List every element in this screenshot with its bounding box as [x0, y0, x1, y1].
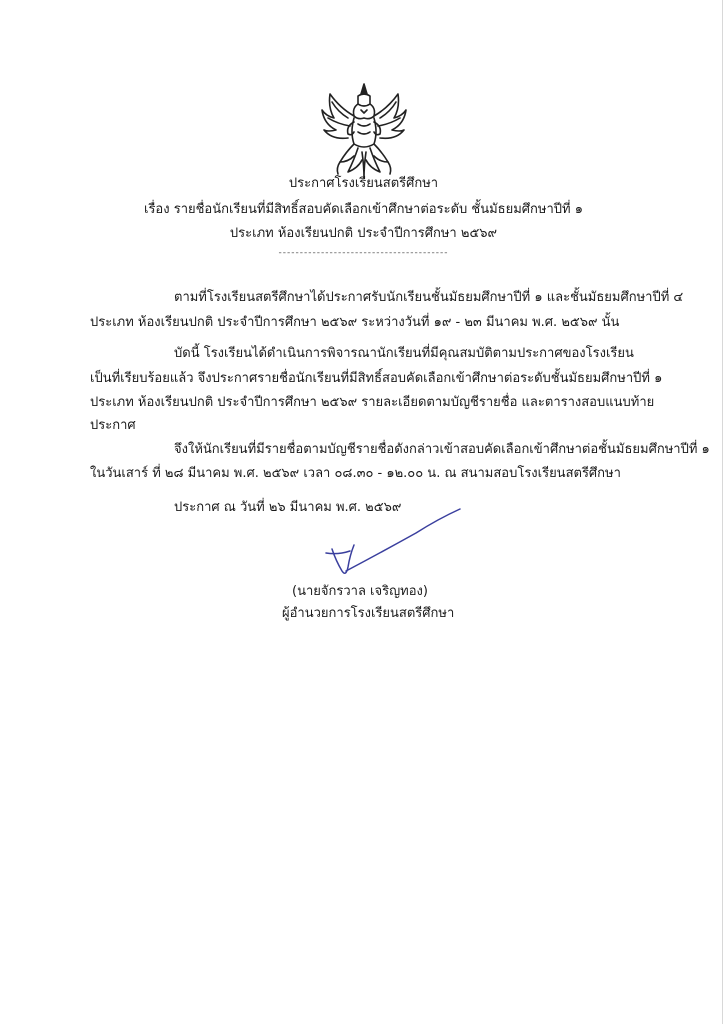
scan-edge-line: [722, 0, 723, 1024]
paragraph1-line1: ตามที่โรงเรียนสตรีศึกษาได้ประกาศรับนักเรียนชั้นมัธยมศึกษาปีที่ ๑ และชั้นมัธยมศึกษาปีที่ ๔: [174, 290, 684, 305]
paragraph2-line3: ประเภท ห้องเรียนปกติ ประจำปีการศึกษา ๒๕๖๙ รายละเอียดตามบัญชีรายชื่อ และตารางสอบแนบท้าย: [90, 395, 655, 410]
signer-name: (นายจักรวาล เจริญทอง): [292, 584, 428, 599]
paragraph2-line2: เป็นที่เรียบร้อยแล้ว จึงประกาศรายชื่อนักเรียนที่มีสิทธิ์สอบคัดเลือกเข้าศึกษาต่อระดับชั้นมัธยมศึกษาปีที่ ๑: [90, 371, 663, 386]
paragraph2-line4: ประกาศ: [90, 418, 136, 433]
announce-date: ประกาศ ณ วันที่ ๒๖ มีนาคม พ.ศ. ๒๕๖๙: [174, 500, 402, 515]
paragraph3-line1: จึงให้นักเรียนที่มีรายชื่อตามบัญชีรายชื่อดังกล่าวเข้าสอบคัดเลือกเข้าศึกษาต่อชั้นมัธยมศึกษาปีที่ ๑: [174, 442, 710, 457]
garuda-emblem-icon: [318, 82, 410, 180]
signer-position: ผู้อำนวยการโรงเรียนสตรีศึกษา: [282, 606, 455, 621]
type-line: ประเภท ห้องเรียนปกติ ประจำปีการศึกษา ๒๕๖๙: [229, 226, 498, 241]
paragraph3-line2: ในวันเสาร์ ที่ ๒๘ มีนาคม พ.ศ. ๒๕๖๙ เวลา ๐๘.๓๐ - ๑๒.๐๐ น. ณ สนามสอบโรงเรียนสตรีศึกษา: [90, 466, 621, 481]
signature-mark: [320, 505, 470, 583]
subject-line: เรื่อง รายชื่อนักเรียนที่มีสิทธิ์สอบคัดเลือกเข้าศึกษาต่อระดับ ชั้นมัธยมศึกษาปีที่ ๑: [144, 202, 583, 217]
paragraph1-line2: ประเภท ห้องเรียนปกติ ประจำปีการศึกษา ๒๕๖๙ ระหว่างวันที่ ๑๙ - ๒๓ มีนาคม พ.ศ. ๒๕๖๙ นั้น: [90, 315, 620, 330]
separator-line: ----------------------------------------: [278, 248, 449, 258]
announcement-title: ประกาศโรงเรียนสตรีศึกษา: [288, 176, 439, 191]
paragraph2-line1: บัดนี้ โรงเรียนได้ดำเนินการพิจารณานักเรียนที่มีคุณสมบัติตามประกาศของโรงเรียน: [174, 346, 634, 361]
